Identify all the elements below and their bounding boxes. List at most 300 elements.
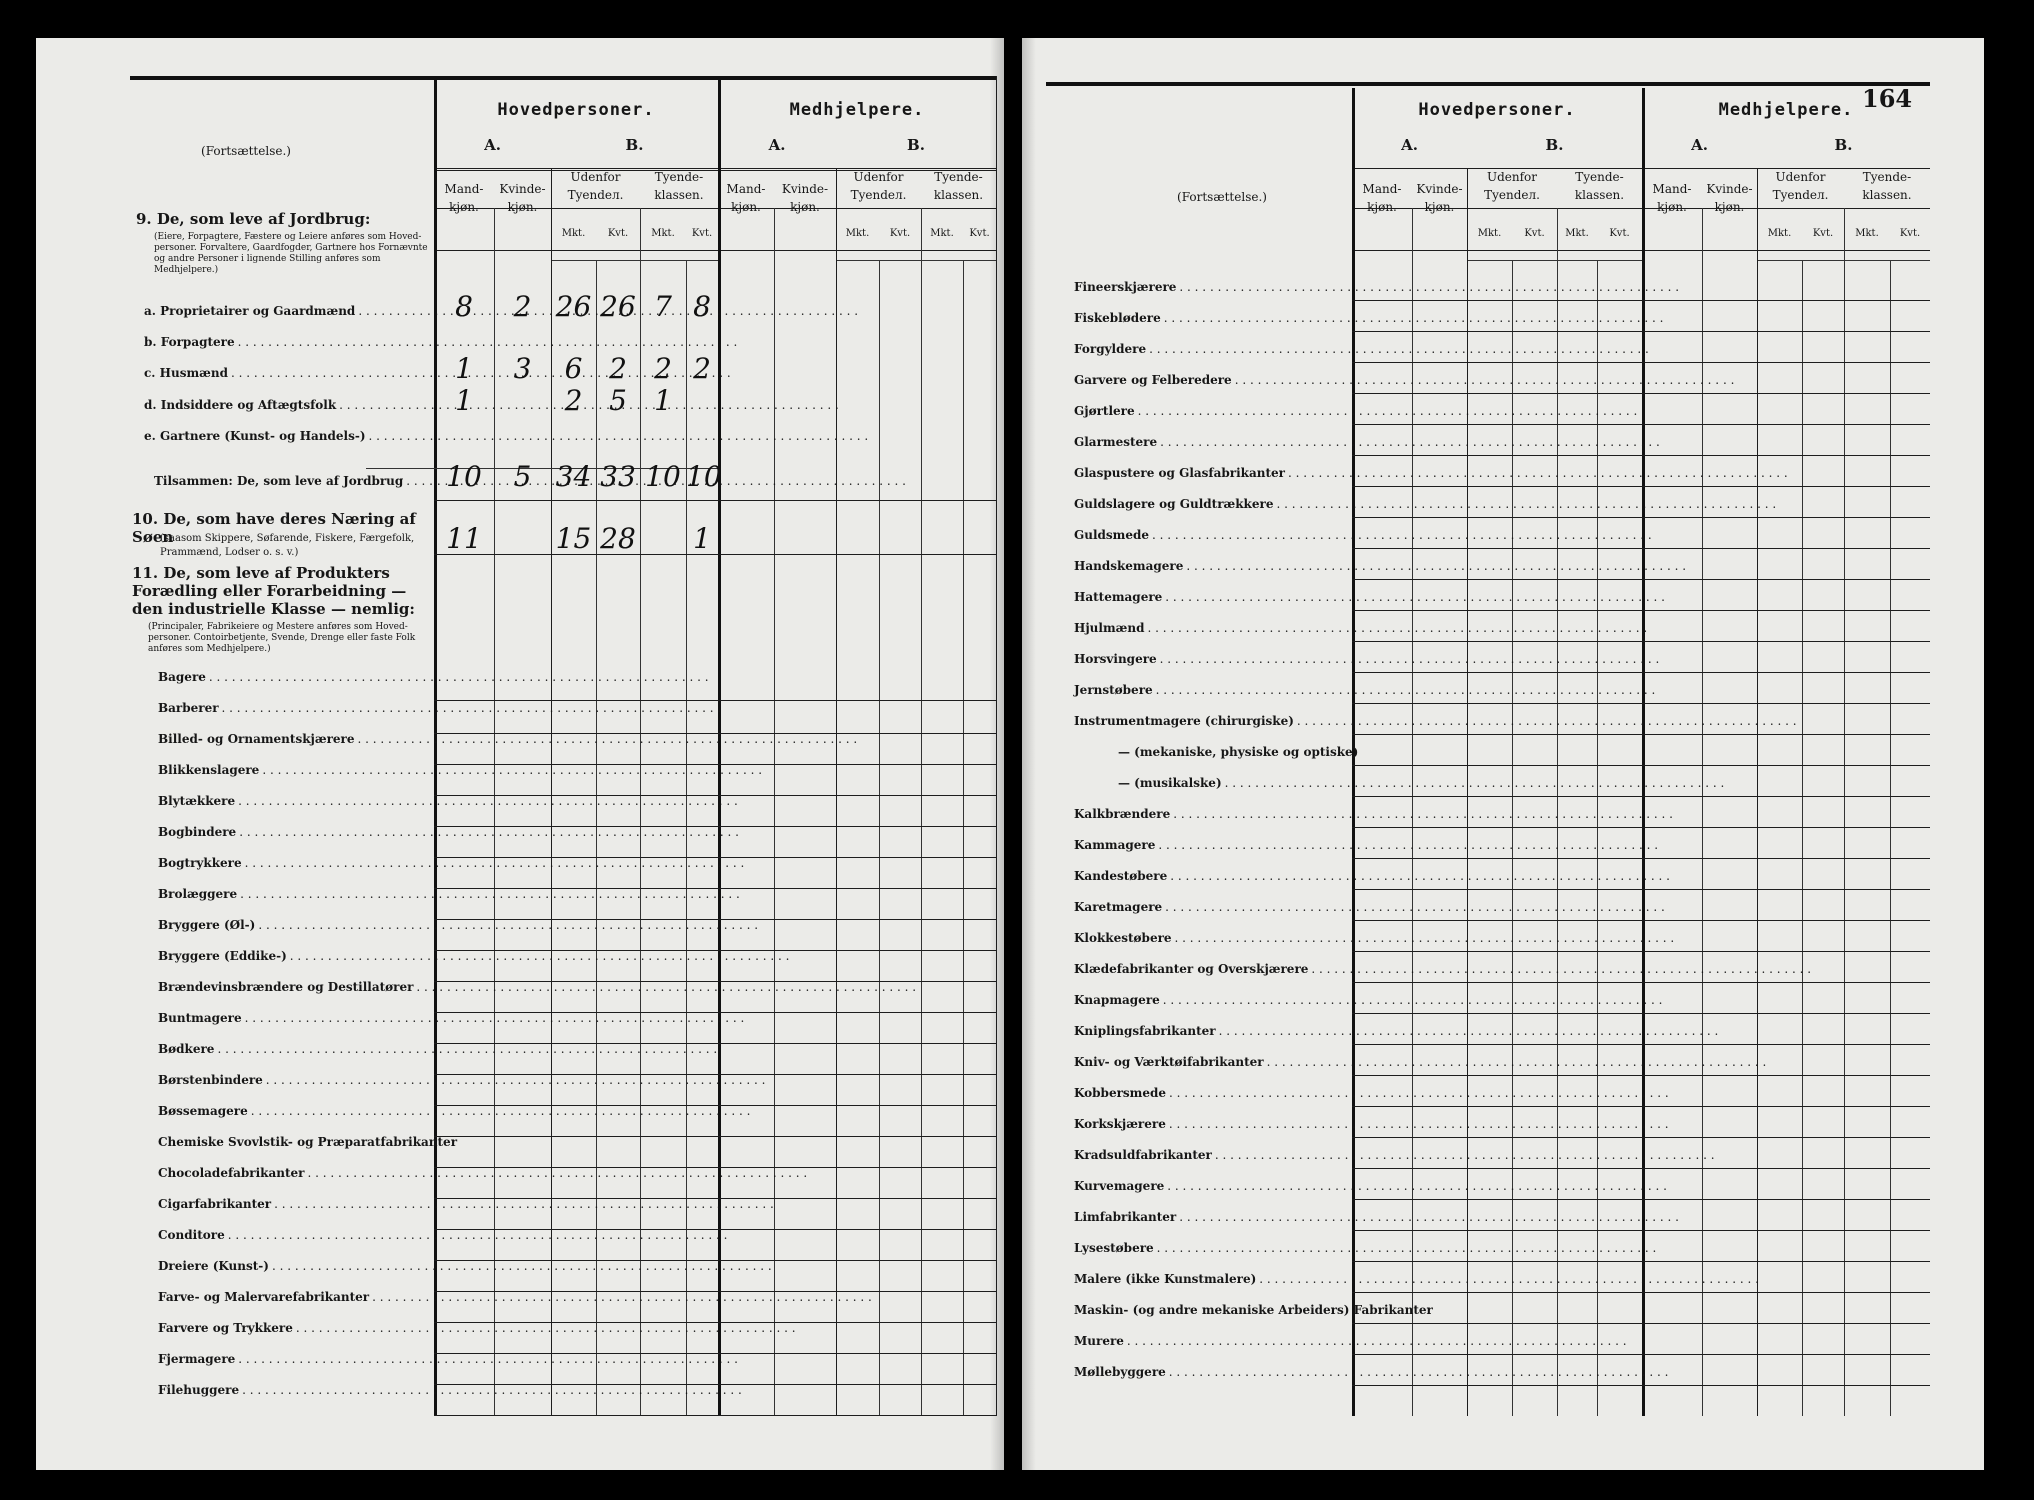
rule-line xyxy=(434,250,996,251)
row-label-text: Guldsmede xyxy=(1074,528,1150,542)
leader-dots xyxy=(239,825,739,839)
row-label-text: Kradsuldfabrikanter xyxy=(1074,1148,1212,1162)
leader-dots xyxy=(274,1197,774,1211)
right-row-label xyxy=(1074,962,1344,976)
rule-line xyxy=(1352,920,1930,921)
rule-line xyxy=(1352,1261,1930,1262)
row-label-text: — (mekaniske, physiske og optiske) xyxy=(1118,745,1359,759)
rule-line xyxy=(1352,1199,1930,1200)
left-page xyxy=(36,38,1004,1470)
rule-line xyxy=(1046,82,1930,86)
leader-dots xyxy=(266,1073,766,1087)
header-kvt: Kvt. xyxy=(1899,228,1921,239)
column-line xyxy=(1844,208,1845,1416)
rule-line xyxy=(1352,1168,1930,1169)
rule-line xyxy=(1352,1137,1930,1138)
section-11-row-label xyxy=(158,670,426,684)
row-label-text: Knapmagere xyxy=(1074,993,1160,1007)
leader-dots xyxy=(1297,714,1797,728)
header-a: A. xyxy=(768,136,786,154)
leader-dots xyxy=(1235,373,1735,387)
leader-dots xyxy=(1127,1334,1627,1348)
rule-line xyxy=(1352,641,1930,642)
header-tyendeklassen: Tyende-klassen. xyxy=(654,170,704,202)
row-label-text: Bogbindere xyxy=(158,825,237,839)
header-b: B. xyxy=(625,136,644,154)
section-11-row-label xyxy=(158,763,426,777)
row-label-text: Maskin- (og andre mekaniske Arbeiders) Fabrikanter xyxy=(1074,1303,1433,1317)
leader-dots xyxy=(240,887,740,901)
handwritten-total: 33 xyxy=(600,460,636,493)
rule-line xyxy=(1352,734,1930,735)
row-label-text: a. Proprietairer og Gaardmænd xyxy=(144,304,356,318)
leader-dots xyxy=(1259,1272,1759,1286)
leader-dots xyxy=(1152,528,1652,542)
rule-line xyxy=(1352,672,1930,673)
row-label-text: Barberer xyxy=(158,701,219,715)
row-label-text: Bogtrykkere xyxy=(158,856,242,870)
column-line xyxy=(1702,208,1703,1416)
handwritten-total: 10 xyxy=(446,460,482,493)
leader-dots xyxy=(1147,621,1647,635)
row-label-text: Fineerskjærere xyxy=(1074,280,1177,294)
rule-line xyxy=(1352,1323,1930,1324)
section-11-row-label xyxy=(158,1042,426,1056)
right-row-label xyxy=(1074,1179,1344,1193)
rule-line xyxy=(1352,1230,1930,1231)
right-row-label xyxy=(1074,714,1344,728)
leader-dots xyxy=(1165,590,1665,604)
rule-line xyxy=(1352,951,1930,952)
row-label-text: Bagere xyxy=(158,670,206,684)
rule-line xyxy=(1352,1106,1930,1107)
handwritten-value: 1 xyxy=(693,522,711,555)
row-label-text: Hjulmænd xyxy=(1074,621,1145,635)
row-label-text: Conditore xyxy=(158,1228,225,1242)
rule-line xyxy=(1352,393,1930,394)
row-label-text: — (musikalske) xyxy=(1118,776,1222,790)
right-row-label xyxy=(1074,1365,1344,1379)
section-11-row-label xyxy=(158,1290,426,1304)
rule-line xyxy=(434,554,996,555)
leader-dots xyxy=(1158,838,1658,852)
row-label-text: Cigarfabrikanter xyxy=(158,1197,272,1211)
section-9-total-label xyxy=(154,474,434,488)
leader-dots xyxy=(1173,807,1673,821)
header-kvt: Kvt. xyxy=(691,228,713,239)
row-label-text: Kobbersmede xyxy=(1074,1086,1167,1100)
header-mkt: Mkt. xyxy=(930,228,954,239)
section-11-row-label xyxy=(158,856,426,870)
section-11-row-label xyxy=(158,1166,426,1180)
leader-dots xyxy=(1169,1086,1669,1100)
page-number: 164 xyxy=(1862,84,1913,113)
column-line xyxy=(774,208,775,1416)
header-tyendeklassen: Tyende-klassen. xyxy=(1862,170,1912,202)
section-11-row-label xyxy=(158,1135,458,1149)
section-9-row-label xyxy=(144,304,434,318)
section-11-row-label xyxy=(158,1073,426,1087)
rule-line xyxy=(1352,168,1930,169)
right-row-label xyxy=(1074,466,1344,480)
rule-line xyxy=(1352,703,1930,704)
leader-dots xyxy=(416,980,916,994)
section-11-row-label xyxy=(158,1352,426,1366)
row-label-text: Glarmestere xyxy=(1074,435,1158,449)
section-11-row-label xyxy=(158,732,426,746)
header-kvindekjon: Kvinde-kjøn. xyxy=(781,182,829,214)
rule-line xyxy=(1352,796,1930,797)
section-9-row-label xyxy=(144,366,434,380)
right-row-label xyxy=(1074,435,1344,449)
leader-dots xyxy=(1179,1210,1679,1224)
section-11-title: 11. De, som leve af Produkters Forædling eller Forarbeidning — den industrielle Klasse — nemlig: xyxy=(132,564,415,618)
right-row-label xyxy=(1074,280,1344,294)
leader-dots xyxy=(1219,1024,1719,1038)
rule-line xyxy=(1352,1354,1930,1355)
continuation-note: (Fortsættelse.) xyxy=(1177,190,1267,204)
spine-shadow xyxy=(990,38,1004,1470)
section-11-row-label xyxy=(158,887,426,901)
section-11-row-label xyxy=(158,1104,426,1118)
row-label-text: Kammagere xyxy=(1074,838,1156,852)
handwritten-value: 8 xyxy=(693,290,711,323)
leader-dots xyxy=(372,1290,872,1304)
right-row-label xyxy=(1074,528,1344,542)
row-label-text: c. Husmænd xyxy=(144,366,228,380)
handwritten-value: 15 xyxy=(555,522,592,555)
row-label-text: Blikkenslagere xyxy=(158,763,260,777)
row-label-text: Guldslagere og Guldtrækkere xyxy=(1074,497,1274,511)
row-label-text: Korkskjærere xyxy=(1074,1117,1166,1131)
row-label-text: Gjørtlere xyxy=(1074,404,1135,418)
header-mkt: Mkt. xyxy=(561,228,586,239)
row-label-text: Klokkestøbere xyxy=(1074,931,1172,945)
leader-dots xyxy=(245,856,745,870)
right-row-label xyxy=(1074,900,1344,914)
handwritten-value: 3 xyxy=(513,352,532,385)
column-line xyxy=(1757,168,1758,1416)
section-11-row-label xyxy=(158,1011,426,1025)
total-label-text: Tilsammen: De, som leve af Jordbrug xyxy=(154,474,404,488)
section-11-row-label xyxy=(158,949,426,963)
handwritten-value: 11 xyxy=(446,522,482,555)
rule-line xyxy=(1352,1075,1930,1076)
row-label-text: Brændevinsbrændere og Destillatører xyxy=(158,980,414,994)
leader-dots xyxy=(296,1321,796,1335)
column-line xyxy=(921,208,922,1416)
header-medhjelpere: Medhjelpere. xyxy=(789,100,925,120)
leader-dots xyxy=(238,1352,738,1366)
section-11-row-label xyxy=(158,825,426,839)
handwritten-total: 10 xyxy=(686,460,722,493)
row-label-text: Farve- og Malervarefabrikanter xyxy=(158,1290,370,1304)
right-row-label xyxy=(1074,373,1344,387)
section-10-title: 10. De, som have deres Næring af Søen xyxy=(132,510,416,546)
header-mandkjon: Mand-kjøn. xyxy=(444,182,484,214)
leader-dots xyxy=(222,701,722,715)
section-9-row-label xyxy=(144,429,434,443)
handwritten-total: 5 xyxy=(513,460,532,493)
rule-line xyxy=(1352,1385,1930,1386)
rule-line xyxy=(1352,765,1930,766)
leader-dots xyxy=(1160,652,1660,666)
header-a: A. xyxy=(484,136,501,154)
row-label-text: Møllebyggere xyxy=(1074,1365,1166,1379)
right-row-label xyxy=(1074,1117,1344,1131)
handwritten-value: 2 xyxy=(693,352,711,385)
row-label-text: Lysestøbere xyxy=(1074,1241,1154,1255)
handwritten-total: 34 xyxy=(555,460,592,493)
header-kvt: Kvt. xyxy=(1609,228,1630,239)
rule-line xyxy=(1352,331,1930,332)
header-mandkjon: Mand-kjøn. xyxy=(1362,182,1402,214)
section-9-title: 9. De, som leve af Jordbrug: xyxy=(136,210,371,228)
leader-dots xyxy=(1267,1055,1767,1069)
row-label-text: b. Forpagtere xyxy=(144,335,235,349)
right-row-label xyxy=(1074,559,1344,573)
handwritten-value: 26 xyxy=(555,290,592,323)
row-label-text: Fjermagere xyxy=(158,1352,236,1366)
leader-dots xyxy=(1179,280,1679,294)
row-label-text: Brolæggere xyxy=(158,887,238,901)
right-row-label xyxy=(1074,993,1344,1007)
leader-dots xyxy=(228,1228,728,1242)
row-label-text: Instrumentmagere (chirurgiske) xyxy=(1074,714,1294,728)
handwritten-value: 26 xyxy=(600,290,636,323)
section-11-row-label xyxy=(158,701,426,715)
rule-line xyxy=(836,260,996,261)
right-row-label xyxy=(1074,1334,1344,1348)
header-udenfor: Udenfor Tyendeл. xyxy=(1484,170,1540,202)
section-9-note: (Eiere, Forpagtere, Fæstere og Leiere anføres som Hoved-personer. Forvaltere, Gaardfogder, Gartnere hos Fornævnte og andre Personer i lignende Stilling anføres som Medhjelpere.) xyxy=(154,232,428,275)
rule-line xyxy=(434,500,996,501)
section-11-row-label xyxy=(158,918,426,932)
rule-line xyxy=(434,208,996,209)
leader-dots xyxy=(1215,1148,1715,1162)
header-kvindekjon: Kvinde-kjøn. xyxy=(1706,182,1753,214)
leader-dots xyxy=(1163,993,1663,1007)
column-line xyxy=(434,76,437,1416)
leader-dots xyxy=(1169,1117,1669,1131)
row-label-text: Glaspustere og Glasfabrikanter xyxy=(1074,466,1285,480)
leader-dots xyxy=(238,335,738,349)
header-tyendeklassen: Tyende-klassen. xyxy=(1574,170,1625,202)
continuation-note: (Fortsættelse.) xyxy=(201,144,291,158)
leader-dots xyxy=(1175,931,1675,945)
header-hovedpersoner: Hovedpersoner. xyxy=(497,100,655,120)
column-line xyxy=(996,76,997,1416)
section-11-row-label xyxy=(158,980,426,994)
handwritten-value: 1 xyxy=(455,352,473,385)
row-label-text: Hattemagere xyxy=(1074,590,1163,604)
header-kvt: Kvt. xyxy=(1524,228,1545,239)
row-label-text: Forgyldere xyxy=(1074,342,1147,356)
row-label-text: e. Gartnere (Kunst- og Handels-) xyxy=(144,429,366,443)
leader-dots xyxy=(369,429,869,443)
rule-line xyxy=(551,260,718,261)
section-10-subtitle: (saasom Skippere, Søfarende, Fiskere, Færgefolk, Prammænd, Lodser o. s. v.) xyxy=(160,533,415,558)
right-row-label xyxy=(1074,807,1344,821)
column-line xyxy=(1890,260,1891,1416)
row-label-text: Kandestøbere xyxy=(1074,869,1168,883)
section-11-row-label xyxy=(158,1197,426,1211)
handwritten-value: 7 xyxy=(654,290,672,323)
rule-line xyxy=(1467,260,1642,261)
rule-line xyxy=(1352,982,1930,983)
right-row-label xyxy=(1074,1148,1344,1162)
row-label-text: Farvere og Trykkere xyxy=(158,1321,293,1335)
row-label-text: Karetmagere xyxy=(1074,900,1163,914)
section-9-row-label xyxy=(144,398,434,412)
row-label-text: Limfabrikanter xyxy=(1074,1210,1177,1224)
row-label-text: Kniv- og Værktøifabrikanter xyxy=(1074,1055,1264,1069)
leader-dots xyxy=(1186,559,1686,573)
leader-dots xyxy=(1157,1241,1657,1255)
header-mkt: Mkt. xyxy=(845,228,870,239)
leader-dots xyxy=(238,794,738,808)
row-label-text: Blytækkere xyxy=(158,794,236,808)
right-row-label xyxy=(1074,869,1344,883)
rule-line xyxy=(1352,610,1930,611)
right-row-label xyxy=(1074,1241,1344,1255)
right-row-label xyxy=(1074,838,1344,852)
leader-dots xyxy=(1225,776,1725,790)
rule-line xyxy=(1352,424,1930,425)
right-row-label xyxy=(1074,1024,1344,1038)
header-medhjelpere: Medhjelpere. xyxy=(1718,100,1854,120)
leader-dots xyxy=(262,763,762,777)
row-label-text: Murere xyxy=(1074,1334,1124,1348)
right-row-label xyxy=(1074,1055,1344,1069)
right-row-label xyxy=(1074,621,1344,635)
rule-line xyxy=(1352,1044,1930,1045)
row-label-text: Chemiske Svovlstik- og Præparatfabrikanter xyxy=(158,1135,458,1149)
right-row-label xyxy=(1118,745,1359,759)
rule-line xyxy=(1352,858,1930,859)
right-row-label xyxy=(1074,1303,1433,1317)
header-udenfor: Udenfor Tyendeл. xyxy=(1772,170,1829,202)
rule-line xyxy=(1352,579,1930,580)
handwritten-value: 2 xyxy=(564,384,583,417)
header-mkt: Mkt. xyxy=(1477,228,1502,239)
header-mkt: Mkt. xyxy=(651,228,675,239)
row-label-text: Fiskeblødere xyxy=(1074,311,1161,325)
row-label-text: Bryggere (Eddike-) xyxy=(158,949,287,963)
right-row-label xyxy=(1074,311,1344,325)
leader-dots xyxy=(1311,962,1811,976)
column-line xyxy=(718,76,721,1416)
row-label-text: Bøssemagere xyxy=(158,1104,248,1118)
header-mandkjon: Mand-kjøn. xyxy=(726,182,766,214)
leader-dots xyxy=(1149,342,1649,356)
rule-line xyxy=(1352,300,1930,301)
handwritten-total: 10 xyxy=(645,460,681,493)
leader-dots xyxy=(357,732,857,746)
section-11-row-label xyxy=(158,1321,426,1335)
rule-line xyxy=(1352,889,1930,890)
rule-line xyxy=(1352,548,1930,549)
header-udenfor: Udenfor Tyendeл. xyxy=(567,170,624,202)
leader-dots xyxy=(272,1259,772,1273)
header-b: B. xyxy=(907,136,925,154)
row-label-text: Dreiere (Kunst-) xyxy=(158,1259,269,1273)
section-11-note: (Principaler, Fabrikeiere og Mestere anføres som Hoved-personer. Contoirbetjente, Svende, Drenge eller faste Folk anføres som Medhjelpere.) xyxy=(148,622,416,654)
header-kvindekjon: Kvinde-kjøn. xyxy=(1416,182,1463,214)
handwritten-value: 28 xyxy=(600,522,636,555)
right-row-label xyxy=(1074,931,1344,945)
right-row-label xyxy=(1074,342,1344,356)
rule-line xyxy=(1352,517,1930,518)
rule-line xyxy=(1352,1292,1930,1293)
header-kvt: Kvt. xyxy=(1812,228,1834,239)
header-kvt: Kvt. xyxy=(969,228,990,239)
leader-dots xyxy=(245,1011,745,1025)
header-hovedpersoner: Hovedpersoner. xyxy=(1418,100,1576,120)
handwritten-value: 8 xyxy=(455,290,473,323)
row-label-text: Bødkere xyxy=(158,1042,215,1056)
handwritten-value: 1 xyxy=(654,384,672,417)
section-9-row-label xyxy=(144,335,434,349)
leader-dots xyxy=(1169,1365,1669,1379)
column-line xyxy=(879,260,880,1416)
leader-dots xyxy=(1170,869,1670,883)
leader-dots xyxy=(209,670,709,684)
leader-dots xyxy=(1167,1179,1667,1193)
right-row-label xyxy=(1074,1272,1344,1286)
row-label-text: Kniplingsfabrikanter xyxy=(1074,1024,1216,1038)
handwritten-value: 2 xyxy=(513,290,532,323)
rule-line xyxy=(434,1415,996,1416)
rule-line xyxy=(1352,486,1930,487)
row-label-text: Jernstøbere xyxy=(1074,683,1153,697)
header-mkt: Mkt. xyxy=(1767,228,1792,239)
handwritten-value: 1 xyxy=(455,384,473,417)
leader-dots xyxy=(1138,404,1638,418)
header-kvindekjon: Kvinde-kjøn. xyxy=(499,182,546,214)
header-mandkjon: Mand-kjøn. xyxy=(1652,182,1692,214)
right-row-label xyxy=(1074,1086,1344,1100)
section-11-row-label xyxy=(158,1259,426,1273)
handwritten-value: 2 xyxy=(654,352,672,385)
section-11-row-label xyxy=(158,1228,426,1242)
header-b: B. xyxy=(1545,136,1564,154)
rule-line xyxy=(1352,827,1930,828)
column-line xyxy=(963,260,964,1416)
row-label-text: Bryggere (Øl-) xyxy=(158,918,256,932)
header-mkt: Mkt. xyxy=(1565,228,1589,239)
leader-dots xyxy=(1288,466,1788,480)
leader-dots xyxy=(217,1042,717,1056)
right-page xyxy=(1022,38,1984,1470)
row-label-text: Kurvemagere xyxy=(1074,1179,1165,1193)
right-row-label xyxy=(1074,497,1344,511)
section-11-row-label xyxy=(158,794,426,808)
right-row-label xyxy=(1074,652,1344,666)
row-label-text: Horsvingere xyxy=(1074,652,1157,666)
right-row-label xyxy=(1074,590,1344,604)
row-label-text: d. Indsiddere og Aftægtsfolk xyxy=(144,398,337,412)
header-b: B. xyxy=(1834,136,1853,154)
leader-dots xyxy=(1165,900,1665,914)
header-a: A. xyxy=(1691,136,1708,154)
header-kvt: Kvt. xyxy=(607,228,629,239)
leader-dots xyxy=(1156,683,1656,697)
row-label-text: Buntmagere xyxy=(158,1011,242,1025)
handwritten-value: 2 xyxy=(609,352,627,385)
header-udenfor: Udenfor Tyendeл. xyxy=(850,170,907,202)
leader-dots xyxy=(251,1104,751,1118)
